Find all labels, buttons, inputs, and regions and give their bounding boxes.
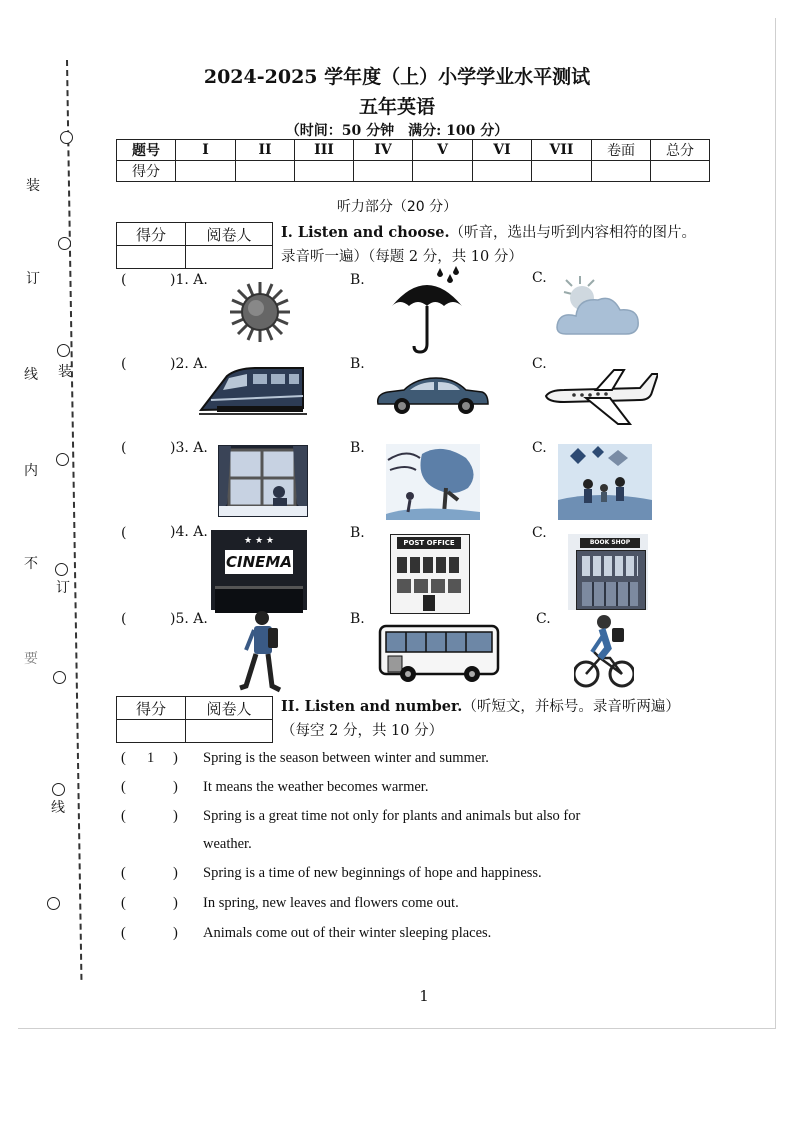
score-input-cell[interactable] [592,161,651,182]
score-table-cell: I [176,140,236,161]
answer-paren[interactable]: ( ) [121,925,178,941]
exam-time-info: （时间：50 分钟 满分: 100 分） [285,123,509,139]
grader-box [116,222,273,269]
post-office-door [423,595,435,611]
question-number: )3. A. [170,440,208,456]
question-number: )5. A. [170,611,208,627]
score-input-cell[interactable] [532,161,592,182]
part2-title: II. Listen and number. [281,698,463,715]
option-label: B. [350,272,365,288]
question-number: )2. A. [170,356,208,372]
binding-char: 线 [51,800,65,816]
sentence: Spring is a great time not only for plants and animals but also for [203,808,581,824]
score-table-header-row [117,140,710,161]
bus-image[interactable] [378,622,500,684]
part1-title-cn2: 录音听一遍）（每题 2 分，共 10 分） [281,249,523,265]
cinema-image[interactable] [211,530,307,610]
score-input-cell[interactable] [295,161,354,182]
exam-title: 2024-2025 学年度（上）小学学业水平测试 [203,66,591,88]
score-table-cell: IV [354,140,413,161]
book-shop-windows [582,556,638,576]
question-number: )1. A. [170,272,208,288]
answer-paren-open[interactable]: ( [121,272,127,288]
answer-paren-open[interactable]: ( [121,611,127,627]
binding-char: 订 [26,271,40,287]
binding-char: 装 [26,178,40,194]
grader-score-label: 得分 [117,223,186,246]
sentence-continuation: weather. [203,836,252,852]
grader-reviewer-cell[interactable] [186,720,273,743]
grader-reviewer-cell[interactable] [186,246,273,269]
grader-score-cell[interactable] [117,246,186,269]
walking-boy-image[interactable] [238,610,284,694]
score-table-cell: 得分 [117,161,176,182]
grader-box [116,696,273,743]
option-label: C. [532,525,547,541]
binding-char: 不 [24,556,38,572]
score-table-cell: 卷面 [592,140,651,161]
answer-paren[interactable]: ( ) [121,808,178,824]
answer-value: 1 [147,750,155,766]
part1-instruction [281,221,741,269]
sentence: In spring, new leaves and flowers come out. [203,895,459,911]
option-label: B. [350,525,365,541]
score-table-cell: VII [532,140,592,161]
question-number: )4. A. [170,524,208,540]
binding-hole [52,783,65,796]
page-number: 1 [419,987,429,1005]
sentence: Animals come out of their winter sleeping places. [203,925,492,941]
binding-hole [53,671,66,684]
score-table-cell: VI [473,140,532,161]
option-label: C. [532,270,547,286]
binding-hole [47,897,60,910]
binding-char: 装 [58,364,72,380]
winter-window-image[interactable] [217,444,309,518]
option-label: B. [350,440,365,456]
score-input-cell[interactable] [354,161,413,182]
score-table-cell: III [295,140,354,161]
part2-title-cn: （听短文，并标号。录音听两遍） [462,699,680,715]
sentence: Spring is the season between winter and summer. [203,750,489,766]
answer-paren-open[interactable]: ( [121,356,127,372]
umbrella-rain-image[interactable] [388,266,466,354]
answer-paren-open[interactable]: ( [121,525,127,541]
binding-hole [56,453,69,466]
post-office-image[interactable] [390,534,470,614]
post-office-sign: POST OFFICE [397,537,461,549]
car-image[interactable] [374,374,490,416]
cinema-sign: CINEMA [225,550,293,574]
sentence: It means the weather becomes warmer. [203,779,429,795]
grader-score-label: 得分 [117,697,186,720]
score-input-cell[interactable] [473,161,532,182]
book-shop-image[interactable] [568,534,648,610]
binding-char: 线 [24,367,38,383]
book-shop-sign: BOOK SHOP [580,538,640,548]
cinema-entrance [215,586,303,613]
kites-image[interactable] [558,444,652,520]
option-label: C. [536,611,551,627]
grader-score-cell[interactable] [117,720,186,743]
exam-subtitle: 五年英语 [358,96,435,118]
score-table-cell: II [236,140,295,161]
score-input-cell[interactable] [236,161,295,182]
plane-image[interactable] [540,366,658,428]
part2-title-cn2: （每空 2 分，共 10 分） [281,723,444,739]
grader-reviewer-label: 阅卷人 [186,223,273,246]
answer-paren[interactable]: ( ) [121,779,178,795]
score-input-cell[interactable] [651,161,710,182]
cloudy-image[interactable] [554,272,644,342]
option-label: B. [350,611,365,627]
listening-section-heading: 听力部分（20 分） [336,199,458,215]
post-office-windows [397,579,461,593]
part2-instruction [281,695,741,743]
binding-hole [55,563,68,576]
train-image[interactable] [197,362,309,418]
score-table [116,139,710,182]
score-table-cell: 题号 [117,140,176,161]
option-label: C. [532,440,547,456]
sun-image[interactable] [226,280,294,344]
part1-title: I. Listen and choose. [281,224,450,241]
sentence: Spring is a time of new beginnings of hope and happiness. [203,865,542,881]
option-label: C. [532,356,547,372]
binding-hole [57,344,70,357]
grader-reviewer-label: 阅卷人 [186,697,273,720]
binding-hole [58,237,71,250]
post-office-windows [397,557,461,573]
score-input-cell[interactable] [413,161,473,182]
score-table-cell: 总分 [651,140,710,161]
star-icon: ★ ★ ★ [244,536,274,546]
option-label: B. [350,356,365,372]
cyclist-image[interactable] [574,612,634,692]
answer-paren[interactable]: ( 1 ) [121,750,178,766]
score-table-cell: V [413,140,473,161]
score-table-score-row [117,161,710,182]
binding-char: 内 [24,463,38,479]
answer-paren[interactable]: ( ) [121,865,178,881]
part1-title-cn: （听音，选出与听到内容相符的图片。 [449,225,697,241]
answer-paren-open[interactable]: ( [121,440,127,456]
score-input-cell[interactable] [176,161,236,182]
binding-char: 订 [56,580,70,596]
book-shop-front [582,582,638,606]
windy-tree-image[interactable] [386,444,480,520]
binding-char: 要 [24,651,38,667]
answer-paren[interactable]: ( ) [121,895,178,911]
